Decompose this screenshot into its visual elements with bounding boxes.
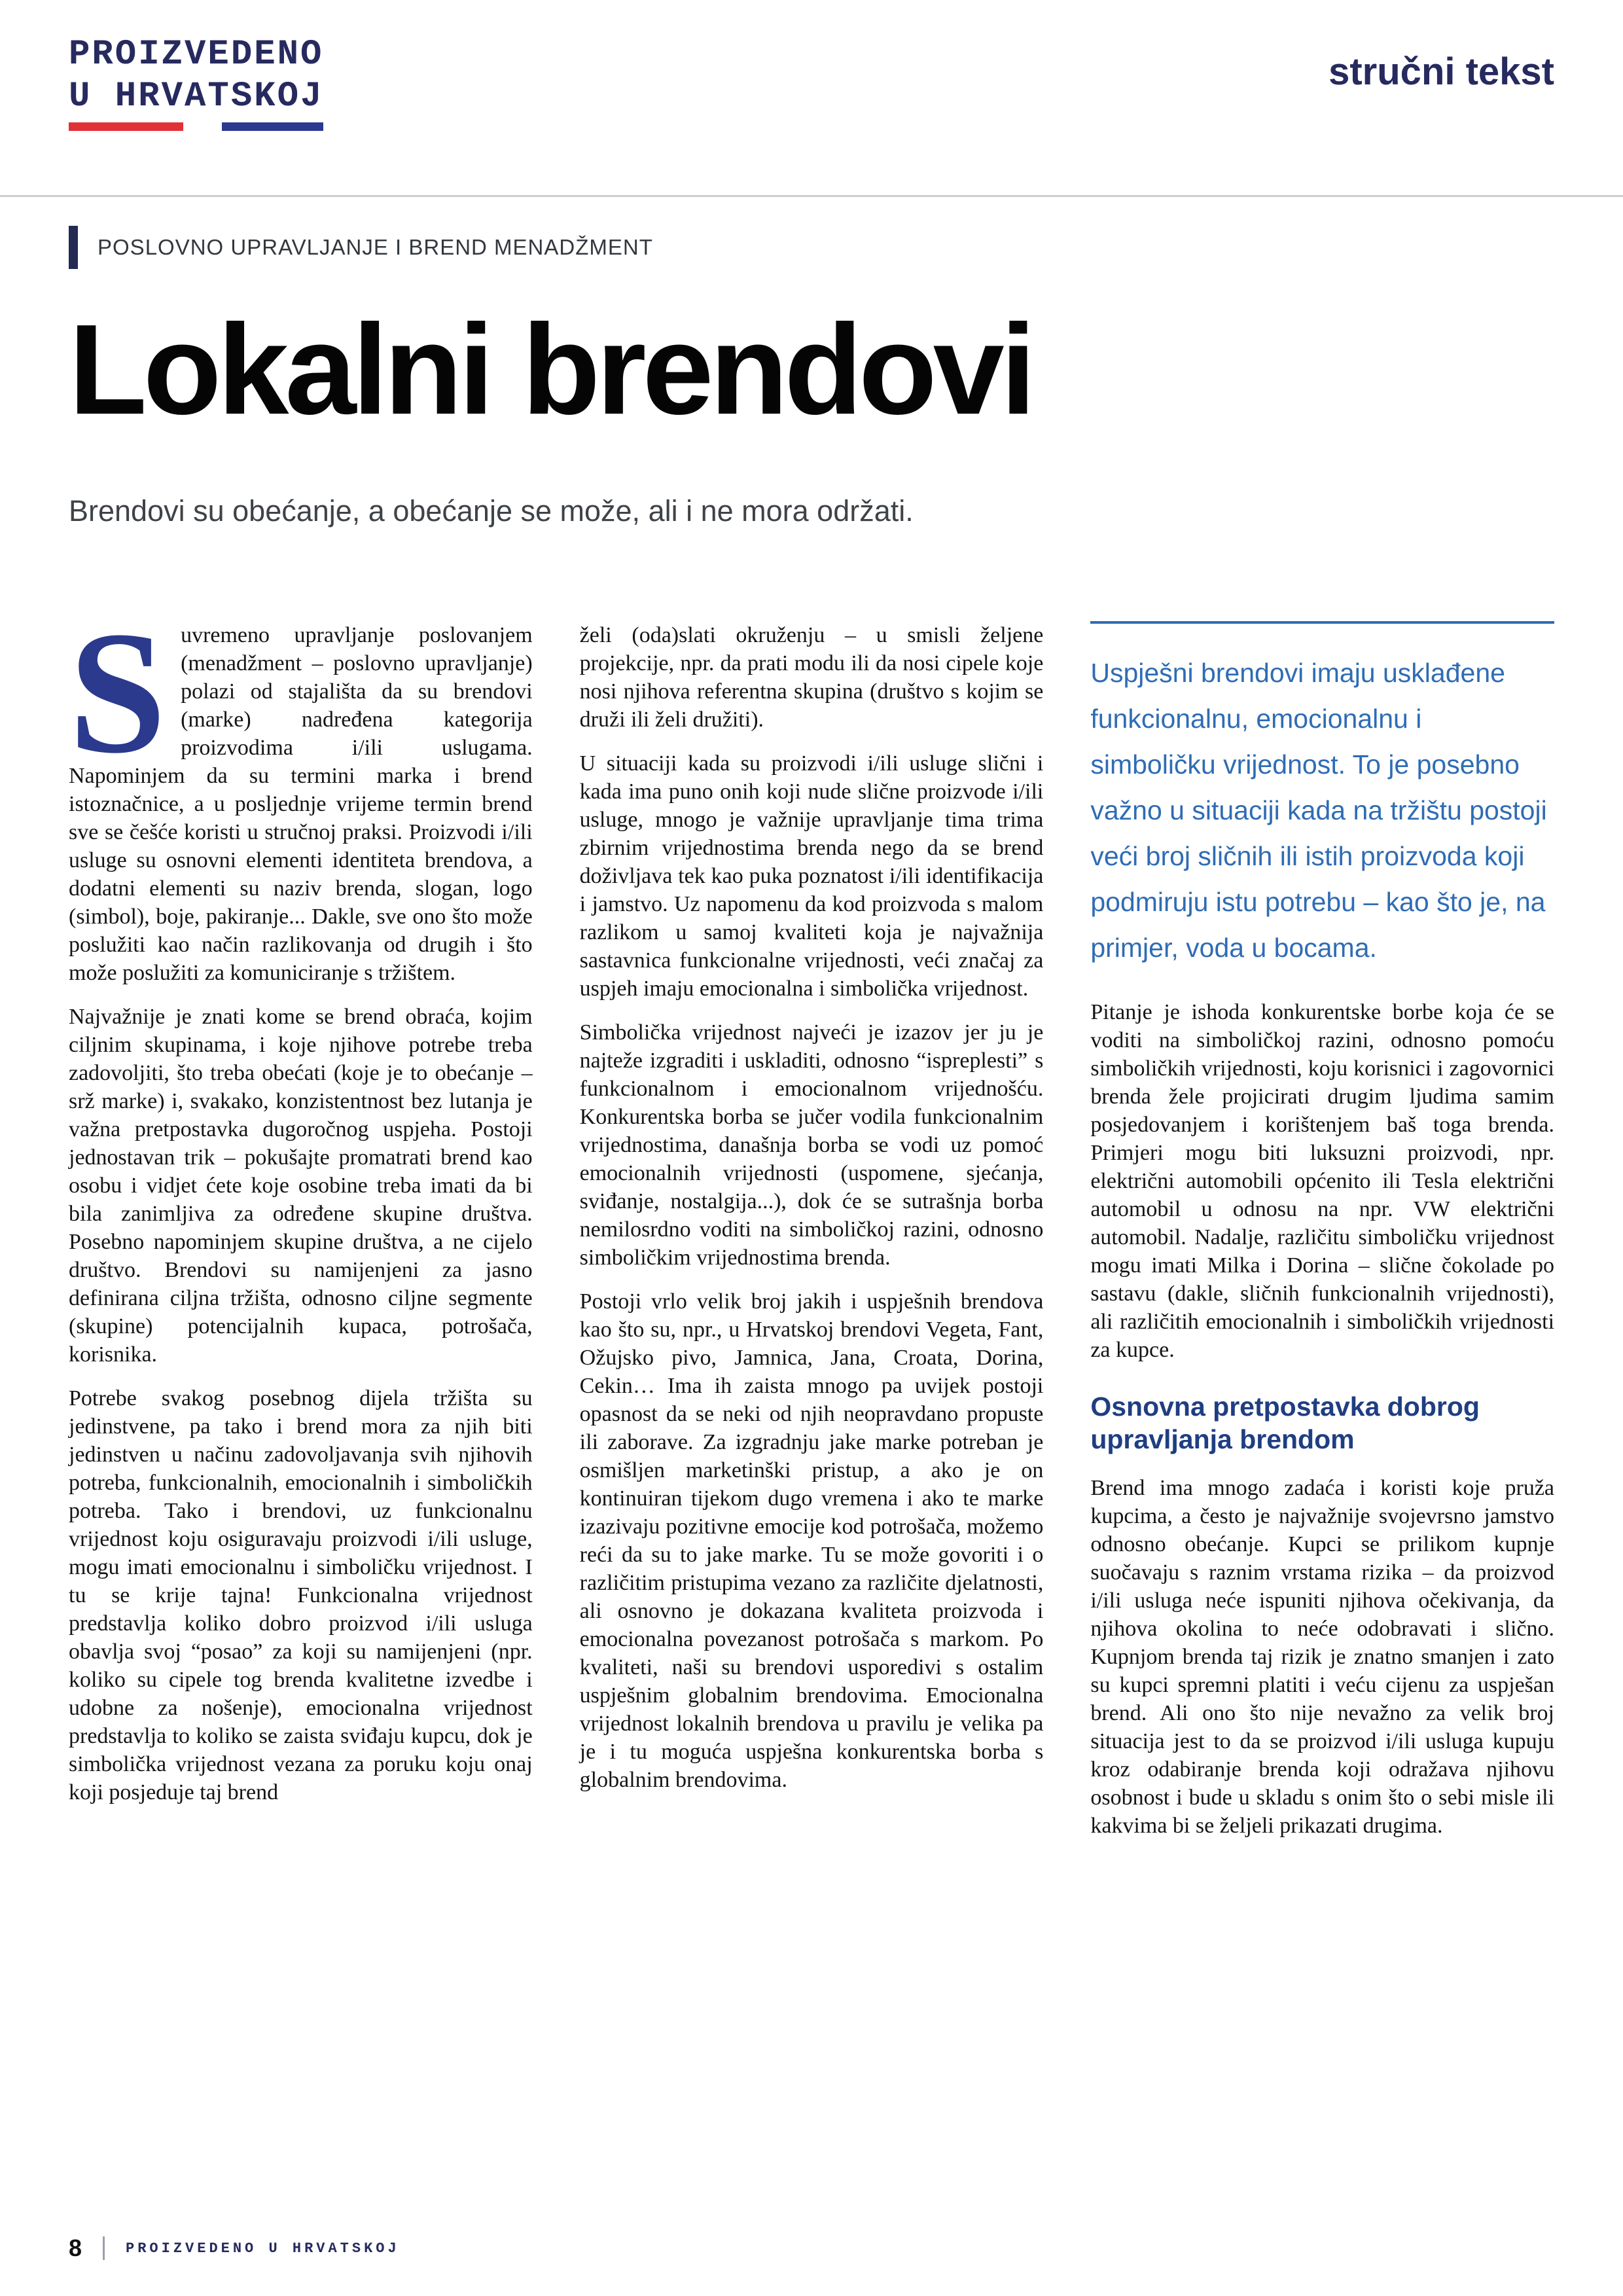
- paragraph: Postoji vrlo velik broj jakih i uspješnih brendova kao što su, npr., u Hrvatskoj brendovi Vegeta, Fant, Ožujsko pivo, Jamnica, Jana, Croata, Dorina, Cekin… Ima ih zaista mnogo pa uvijek postoji opasnost da se neki od njih neopravdano propuste ili zaborave. Za izgradnju jake marke potreban je osmišljen marketinški pristup, a ako je on kontinuiran tijekom dugo vremena i ako te marke izazivaju pozitivne emocije kod potrošača, možemo reći da su to jake marke. Tu se može govoriti i o različitim pristupima vezano za različite djelatnosti, ali osnovno je dokazana kvaliteta proizvoda i emocionalna povezanost potrošača s markom. Po kvaliteti, naši su brendovi usporedivi s ostalim uspješnim globalnim brendovima. Emocionalna vrijednost lokalnih brendova u pravilu je velika pa je i tu moguća uspješna konkurentska borba s globalnim brendovima.: [579, 1289, 1044, 1792]
- paragraph: Simbolička vrijednost najveći je izazov jer ju je najteže izgraditi i uskladiti, odnosno “ispreplesti” s funkcionalnom i emocionalnom vrijednošću. Konkurentska borba se jučer vodila funkcionalnim vrijednostima, današnja borba se vodi uz pomoć emocionalnih vrijednosti (uspomene, sjećanja, sviđanje, nostalgija...), dok će se sutrašnja borba nemilosrdno voditi na simboličkoj razini, odnosno simboličkim vrijednostima brenda.: [579, 1020, 1044, 1270]
- flag-white-segment: [183, 122, 221, 131]
- paragraph: U situaciji kada su proizvodi i/ili usluge slični i kada ima puno onih koji nude slične proizvode i/ili usluge, mnogo je važnije upravljanje tima trima zbirnim vrijednostima brenda nego da se brend doživljava tek kao puka poznatost i/ili identifikacija i jamstvo. Uz napomenu da kod proizvoda s malom razlikom u samoj kvaliteti koja je najvažnija sastavnica funkcionalne vrijednosti, veći značaj za uspjeh imaju emocionalna i simbolička vrijednost.: [579, 751, 1044, 1001]
- column-2: [580, 621, 1044, 1856]
- paragraph: [69, 595, 533, 987]
- logo-line-1: PROIZVEDENO: [69, 35, 324, 75]
- magazine-logo: [69, 34, 323, 131]
- footer-divider: [103, 2236, 105, 2260]
- page-number: 8: [69, 2234, 82, 2261]
- kicker-row: [69, 226, 1554, 269]
- flag-blue-segment: [222, 122, 324, 131]
- section-subhead: Osnovna pretpostavka dobrog upravljanja brendom: [1090, 1391, 1480, 1455]
- kicker-accent-bar: [69, 226, 78, 269]
- paragraph: Potrebe svakog posebnog dijela tržišta su jedinstvene, pa tako i brend mora za njih biti jedinstven u načinu zadovoljavanja svih njihovih potreba, funkcionalnih, emocionalnih i simboličkih potreba. Tako i brendovi, uz funkcionalnu vrijednost koju osiguravaju proizvodi i/ili usluge, mogu imati emocionalnu i simboličku vrijednost. I tu se krije tajna! Funkcionalna vrijednost predstavlja koliko dobro proizvod i/ili usluga obavlja svoj “posao” za koji su namijenjeni (npr. koliko su cipele tog brenda kvalitetne izvedbe i udobne za nošenje), emocionalna vrijednost predstavlja to koliko se zaista sviđaju kupcu, dok je simbolička vrijednost vezana za poruku koju onaj koji posjeduje taj brend: [69, 1386, 533, 1804]
- croatian-flag-stripe: [69, 122, 323, 131]
- page-header: [69, 34, 1554, 165]
- article-subtitle: Brendovi su obećanje, a obećanje se može, ali i ne mora održati.: [69, 494, 914, 528]
- footer-magazine-name: PROIZVEDENO U HRVATSKOJ: [126, 2240, 400, 2257]
- logo-line-2: U HRVATSKOJ: [69, 76, 324, 117]
- paragraph: Brend ima mnogo zadaća i koristi koje pruža kupcima, a često je najvažnije svojevrsno jamstvo odnosno obećanje. Kupci se prilikom kupnje suočavaju s raznim vrstama rizika – da proizvod i/ili usluga neće ispuniti njihova očekivanja, da njihova okolina to neće odobravati i slično. Kupnjom brenda taj rizik je znatno smanjen i zato su kupci spremni platiti i veću cijenu za uspješan brend. Ali ono što nije nevažno za velik broj situacija jest to da se proizvod i/ili usluga kupuju kroz odabiranje brenda koji odražava njihovu osobnost i bude u skladu s onim što o sebi misle ili kakvima bi se željeli prikazati drugima.: [1090, 1476, 1555, 1839]
- page-footer: [69, 2234, 400, 2262]
- article-title: Lokalni brendovi: [69, 298, 1033, 441]
- column-1: [69, 595, 533, 1856]
- pull-quote: Uspješni brendovi imaju usklađene funkcionalnu, emocionalnu i simboličku vrijednost. To je posebno važno u situaciji kada na tržištu postoji veći broj sličnih ili istih proizvoda koji podmiruju istu potrebu – kao što je, na primjer, voda u bocama.: [1090, 621, 1554, 971]
- section-tagline: stručni tekst: [1329, 50, 1554, 93]
- paragraph: želi (oda)slati okruženju – u smisli željene projekcije, npr. da prati modu ili da nosi cipele koje nosi njihova referentna skupina (društvo s kojim se druži ili želi družiti).: [579, 623, 1044, 732]
- paragraph: Pitanje je ishoda konkurentske borbe koja će se voditi na simboličkoj razini, odnosno pomoću simboličkih vrijednosti, koju korisnici i zagovornici brenda žele projicirati drugim ljudima samim posjedovanjem i korištenjem baš toga brenda. Primjeri mogu biti luksuzni proizvodi, npr. električni automobili općenito ili Tesla električni automobil u odnosu na npr. VW električni automobil. Nadalje, različitu simboličku vrijednost mogu imati Milka i Dorina – slične čokolade po sastavu (dakle, sličnih funkcionalnih vrijednosti), ali različitih emocionalnih i simboličkih vrijednosti za kupce.: [1090, 1000, 1555, 1362]
- body-columns: [69, 595, 1555, 1856]
- article: [69, 226, 1554, 1856]
- column-3: [1090, 621, 1554, 1856]
- dropcap-letter: S: [69, 595, 167, 789]
- paragraph-text: uvremeno upravljanje poslovanjem (menadžment – poslovno upravljanje) polazi od stajališta da su brendovi (marke) nadređena kategorija proizvodima i/ili uslugama. Napominjem da su termini marka i brend istoznačnice, a u posljednje vrijeme termin brend sve se češće koristi u stručnoj praksi. Proizvodi i/ili usluge su osnovni elementi identiteta brendova, a dodatni elementi su naziv brenda, slogan, logo (simbol), boje, pakiranje... Dakle, sve ono što može poslužiti kao način razlikovanja od drugih i što može poslužiti za komuniciranje s tržištem.: [69, 623, 533, 985]
- flag-red-segment: [69, 122, 183, 131]
- header-divider-rule: [0, 195, 1623, 197]
- paragraph: Najvažnije je znati kome se brend obraća, kojim ciljnim skupinama, i koje njihove potrebe treba zadovoljiti, što treba obećati (koje je to obećanje – srž marke) i, svakako, konzistentnost bez lutanja je važna pretpostavka dugoročnog uspjeha. Postoji jednostavan trik – pokušajte promatrati brend kao osobu i vidjet ćete koje osobine treba imati da bi bila zanimljiva za određene skupine društva. Posebno napominjem skupine društva, a ne cijelo društvo. Brendovi su namijenjeni za jasno definirana ciljna tržišta, odnosno ciljne segmente (skupine) potencijalnih kupaca, potrošača, korisnika.: [69, 1005, 533, 1367]
- article-kicker: POSLOVNO UPRAVLJANJE I BREND MENADŽMENT: [98, 235, 653, 259]
